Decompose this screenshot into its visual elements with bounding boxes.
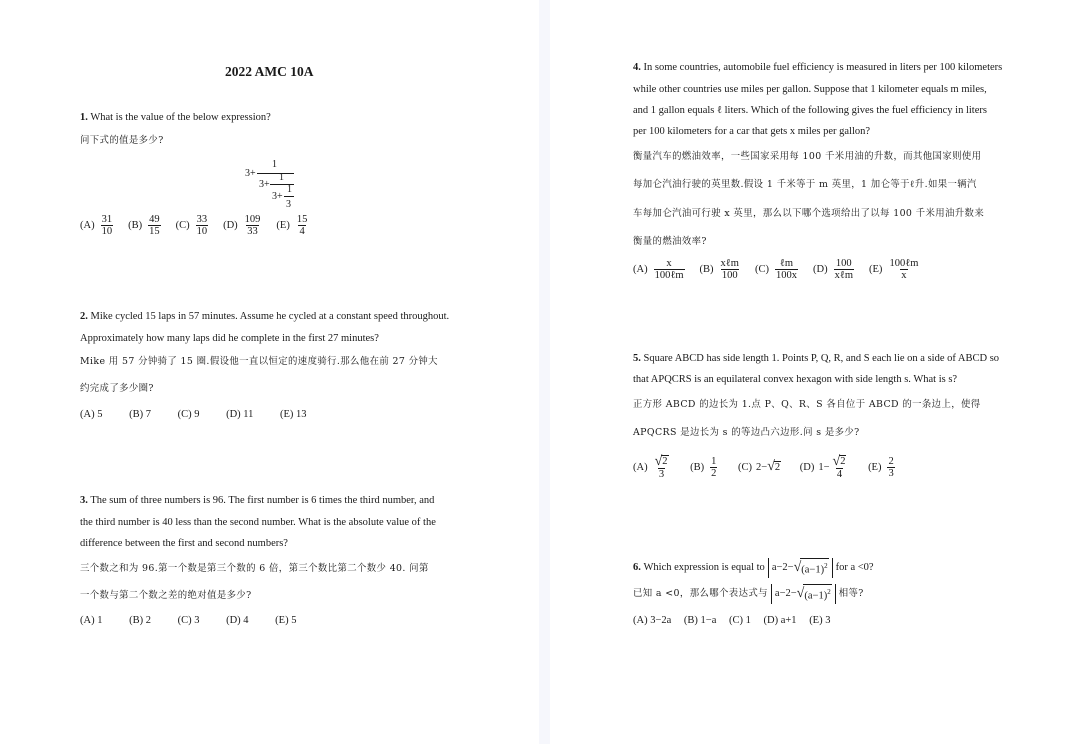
numerator: 33 bbox=[196, 214, 208, 225]
q4-option-a bbox=[633, 258, 687, 281]
q5-option-b-value bbox=[710, 456, 717, 479]
q5-a-den: 3 bbox=[658, 468, 665, 480]
cf-three: 3 bbox=[286, 199, 291, 210]
q4-options bbox=[633, 258, 934, 281]
q2-number: 2. bbox=[80, 311, 88, 322]
denominator: 33 bbox=[247, 226, 258, 237]
q3-question-en-line2: the third number is 40 less than the second number. What is the absolute value of the bbox=[80, 517, 436, 528]
q5-b-num: 1 bbox=[711, 455, 717, 467]
q4-question-cn-line3: 车每加仑汽油可行驶 x 英里，那么以下哪个选项给出了以每 100 千米用油升数来 bbox=[633, 208, 985, 219]
q1-option-fraction bbox=[148, 214, 161, 237]
q4-option-fraction bbox=[888, 258, 919, 281]
page-left bbox=[0, 0, 539, 744]
q3-option-c: (C) 3 bbox=[177, 615, 200, 626]
q1-question-cn: 问下式的值是多少? bbox=[80, 135, 164, 146]
q5-c-prefix: 2− bbox=[756, 461, 768, 473]
q1-option-label: (D) bbox=[223, 220, 238, 231]
q2-option-b: (B) 7 bbox=[129, 409, 151, 420]
q5-text-en-1: Square ABCD has side length 1. Points P, Q, R, and S each lie on a side of ABCD so bbox=[643, 353, 1000, 364]
q1-option-e bbox=[276, 214, 310, 237]
denominator: 10 bbox=[196, 226, 208, 237]
q5-option-b bbox=[690, 456, 719, 479]
q4-option-fraction bbox=[720, 258, 740, 281]
numerator: 15 bbox=[296, 214, 308, 225]
q1-option-label: (E) bbox=[276, 220, 290, 231]
q4-question-cn-line2: 每加仑汽油行驶的英里数.假设 1 千米等于 m 英里，1 加仑等于ℓ升.如果一辆汽 bbox=[633, 179, 977, 190]
q6-option-a: (A) 3−2a bbox=[633, 615, 672, 626]
q4-question-en-line1 bbox=[633, 61, 1002, 75]
q1-question-en bbox=[80, 111, 271, 125]
q4-option-fraction bbox=[775, 258, 798, 281]
q2-option-e: (E) 13 bbox=[280, 409, 307, 420]
numerator: x bbox=[666, 258, 672, 269]
denominator: xℓm bbox=[834, 270, 854, 281]
q2-question-en-line2: Approximately how many laps did he complete in the first 27 minutes? bbox=[80, 333, 379, 344]
q6-abs-expression: a−2− √ $(a-1)^2$ bbox=[768, 558, 833, 578]
q6-text-en-pre: Which expression is equal to bbox=[643, 562, 765, 573]
numerator: 49 bbox=[149, 214, 160, 225]
denominator: 100 bbox=[721, 270, 738, 281]
q4-option-d bbox=[813, 258, 856, 281]
q6-option-c: (C) 1 bbox=[729, 615, 751, 626]
q1-option-label: (B) bbox=[128, 220, 143, 231]
q5-d-den: 4 bbox=[836, 468, 843, 480]
q5-option-e-value bbox=[887, 456, 894, 479]
numerator: 31 bbox=[101, 214, 113, 225]
q2-question-cn-line2: 约完成了多少圈? bbox=[80, 383, 154, 394]
q4-question-en-line4: per 100 kilometers for a car that gets x miles per gallon? bbox=[633, 126, 871, 137]
q6-abs-prefix-cn: a−2− bbox=[774, 588, 797, 599]
q6-text-cn-pre: 已知 a <0，那么哪个表达式与 bbox=[633, 588, 768, 599]
q2-options bbox=[80, 409, 323, 420]
denominator: 15 bbox=[149, 226, 160, 237]
cf-one-2: 1 bbox=[279, 172, 284, 183]
q3-question-en-line1 bbox=[80, 494, 434, 508]
q5-option-c-label: (C) bbox=[738, 461, 753, 473]
q6-option-d: (D) a+1 bbox=[763, 615, 797, 626]
q4-question-en-line3: and 1 gallon equals ℓ liters. Which of the following gives the fuel efficiency in liters bbox=[633, 105, 987, 116]
q1-option-fraction bbox=[101, 214, 114, 237]
q5-option-a-value: √ 2 3 bbox=[654, 453, 668, 480]
q2-option-c: (C) 9 bbox=[177, 409, 200, 420]
q5-option-d-value: √ 2 4 bbox=[832, 453, 846, 480]
q5-e-num: 2 bbox=[888, 455, 894, 467]
q3-question-cn-line1: 三个数之和为 96.第一个数是第三个数的 6 倍，第三个数比第二个数少 40. 问第 bbox=[80, 563, 429, 574]
denominator: 100x bbox=[775, 270, 797, 281]
q1-text-en: What is the value of the below expression? bbox=[90, 112, 271, 123]
q6-abs-radicand-cn: (a−1) bbox=[804, 590, 828, 602]
q4-option-label: (D) bbox=[812, 264, 828, 275]
q4-question-cn-line4: 衡量的燃油效率? bbox=[633, 236, 707, 247]
document-title: 2022 AMC 10A bbox=[225, 64, 314, 79]
q3-options bbox=[80, 615, 312, 626]
q6-number: 6. bbox=[633, 562, 641, 573]
numerator: 109 bbox=[244, 214, 261, 225]
q6-text-en-post: for a <0? bbox=[835, 562, 874, 573]
q2-text-en-1: Mike cycled 15 laps in 57 minutes. Assume he cycled at a constant speed throughout. bbox=[90, 311, 450, 322]
q6-option-b: (B) 1−a bbox=[683, 615, 717, 626]
q5-option-e-label: (E) bbox=[868, 461, 882, 473]
q1-option-d bbox=[223, 214, 263, 237]
q5-option-b-label: (B) bbox=[690, 461, 705, 473]
q5-option-e bbox=[868, 456, 897, 479]
q3-option-d: (D) 4 bbox=[226, 615, 249, 626]
cf-term-3: 3+ bbox=[272, 191, 283, 202]
cf-one-3: 1 bbox=[287, 184, 292, 195]
q1-number: 1. bbox=[80, 112, 88, 123]
q3-question-en-line3: difference between the first and second numbers? bbox=[80, 538, 288, 549]
q5-c-radicand: 2 bbox=[774, 462, 781, 474]
q1-option-a bbox=[80, 214, 115, 237]
q2-question-cn-line1: Mike 用 57 分钟骑了 15 圈.假设他一直以恒定的速度骑行.那么他在前 27 分钟大 bbox=[80, 356, 438, 367]
q3-option-b: (B) 2 bbox=[129, 615, 151, 626]
q6-abs-prefix: a−2− bbox=[771, 562, 794, 573]
q6-question-cn bbox=[633, 584, 864, 604]
q5-question-cn-line2: APQCRS 是边长为 s 的等边凸六边形.问 s 是多少? bbox=[633, 427, 860, 438]
q1-option-label: (A) bbox=[80, 220, 95, 231]
numerator: ℓm bbox=[779, 258, 794, 269]
denominator: x bbox=[901, 270, 907, 281]
q5-d-prefix: 1− bbox=[818, 461, 830, 473]
q3-question-cn-line2: 一个数与第二个数之差的绝对值是多少? bbox=[80, 590, 252, 601]
q5-option-a bbox=[633, 455, 672, 480]
q4-text-en-1: In some countries, automobile fuel efficiency is measured in liters per 100 kilometers bbox=[643, 62, 1003, 73]
q4-option-fraction bbox=[654, 258, 685, 281]
q2-question-en-line1 bbox=[80, 310, 449, 324]
q3-number: 3. bbox=[80, 495, 88, 506]
q1-option-fraction bbox=[244, 214, 262, 237]
q4-question-cn-line1: 衡量汽车的燃油效率，一些国家采用每 100 千米用油的升数，而其他国家则使用 bbox=[633, 151, 982, 162]
q5-question-cn-line1: 正方形 ABCD 的边长为 1.点 P、Q、R、S 各自位于 ABCD 的一条边上，使得 bbox=[633, 399, 981, 410]
q4-option-label: (A) bbox=[633, 264, 648, 275]
q4-option-b bbox=[700, 258, 742, 281]
q5-option-d bbox=[800, 455, 850, 480]
q5-e-den: 3 bbox=[888, 467, 894, 479]
q1-option-label: (C) bbox=[175, 220, 190, 231]
q2-option-a: (A) 5 bbox=[80, 409, 103, 420]
numerator: xℓm bbox=[720, 258, 739, 269]
q2-option-d: (D) 11 bbox=[226, 409, 254, 420]
q6-abs-expression-cn: a−2− √ $(a-1)^2$ bbox=[771, 584, 836, 604]
q4-option-label: (E) bbox=[869, 264, 883, 275]
q1-option-fraction bbox=[196, 214, 209, 237]
q6-question-en bbox=[633, 558, 874, 578]
denominator: 100ℓm bbox=[654, 270, 684, 281]
q5-d-radicand: 2 bbox=[840, 456, 846, 467]
denominator: 10 bbox=[101, 226, 113, 237]
q6-abs-exponent: 2 bbox=[824, 562, 828, 571]
q3-option-e: (E) 5 bbox=[275, 615, 297, 626]
q6-abs-exponent-cn: 2 bbox=[827, 588, 831, 597]
q3-option-a: (A) 1 bbox=[80, 615, 103, 626]
q5-number: 5. bbox=[633, 353, 641, 364]
numerator: 100 bbox=[835, 258, 852, 269]
q1-options bbox=[80, 214, 323, 237]
q6-options bbox=[633, 615, 846, 626]
q4-option-c bbox=[755, 258, 800, 281]
q3-text-en-1: The sum of three numbers is 96. The first number is 6 times the third number, and bbox=[90, 495, 435, 506]
q4-number: 4. bbox=[633, 62, 641, 73]
cf-one-1: 1 bbox=[272, 159, 277, 170]
q1-option-b bbox=[128, 214, 163, 237]
q5-option-c: (C) 2− √ 2 bbox=[738, 459, 781, 475]
cf-term-1: 3+ bbox=[245, 168, 256, 179]
q4-option-e bbox=[869, 258, 921, 281]
q5-question-en-line2: that APQCRS is an equilateral convex hexagon with side length s. What is s? bbox=[633, 374, 958, 385]
q5-question-en-line1 bbox=[633, 352, 999, 366]
q4-option-label: (C) bbox=[754, 264, 769, 275]
q1-option-c bbox=[176, 214, 211, 237]
q6-option-e: (E) 3 bbox=[809, 615, 831, 626]
q5-option-d-label: (D) bbox=[799, 461, 815, 473]
q4-question-en-line2: while other countries use miles per gallon. Suppose that 1 kilometer equals m miles, bbox=[633, 84, 987, 95]
numerator: 100ℓm bbox=[889, 258, 919, 269]
q5-b-den: 2 bbox=[711, 467, 717, 479]
q4-option-fraction bbox=[834, 258, 854, 281]
q1-option-fraction bbox=[296, 214, 309, 237]
q6-abs-radicand: (a−1) bbox=[801, 564, 825, 576]
q5-options bbox=[633, 455, 913, 480]
page-right bbox=[550, 0, 1080, 744]
q6-text-cn-post: 相等? bbox=[838, 588, 864, 599]
q4-option-label: (B) bbox=[699, 264, 714, 275]
q5-a-radicand: 2 bbox=[662, 456, 668, 467]
denominator: 4 bbox=[299, 226, 305, 237]
cf-term-2: 3+ bbox=[259, 179, 270, 190]
q5-option-a-label: (A) bbox=[633, 461, 648, 473]
